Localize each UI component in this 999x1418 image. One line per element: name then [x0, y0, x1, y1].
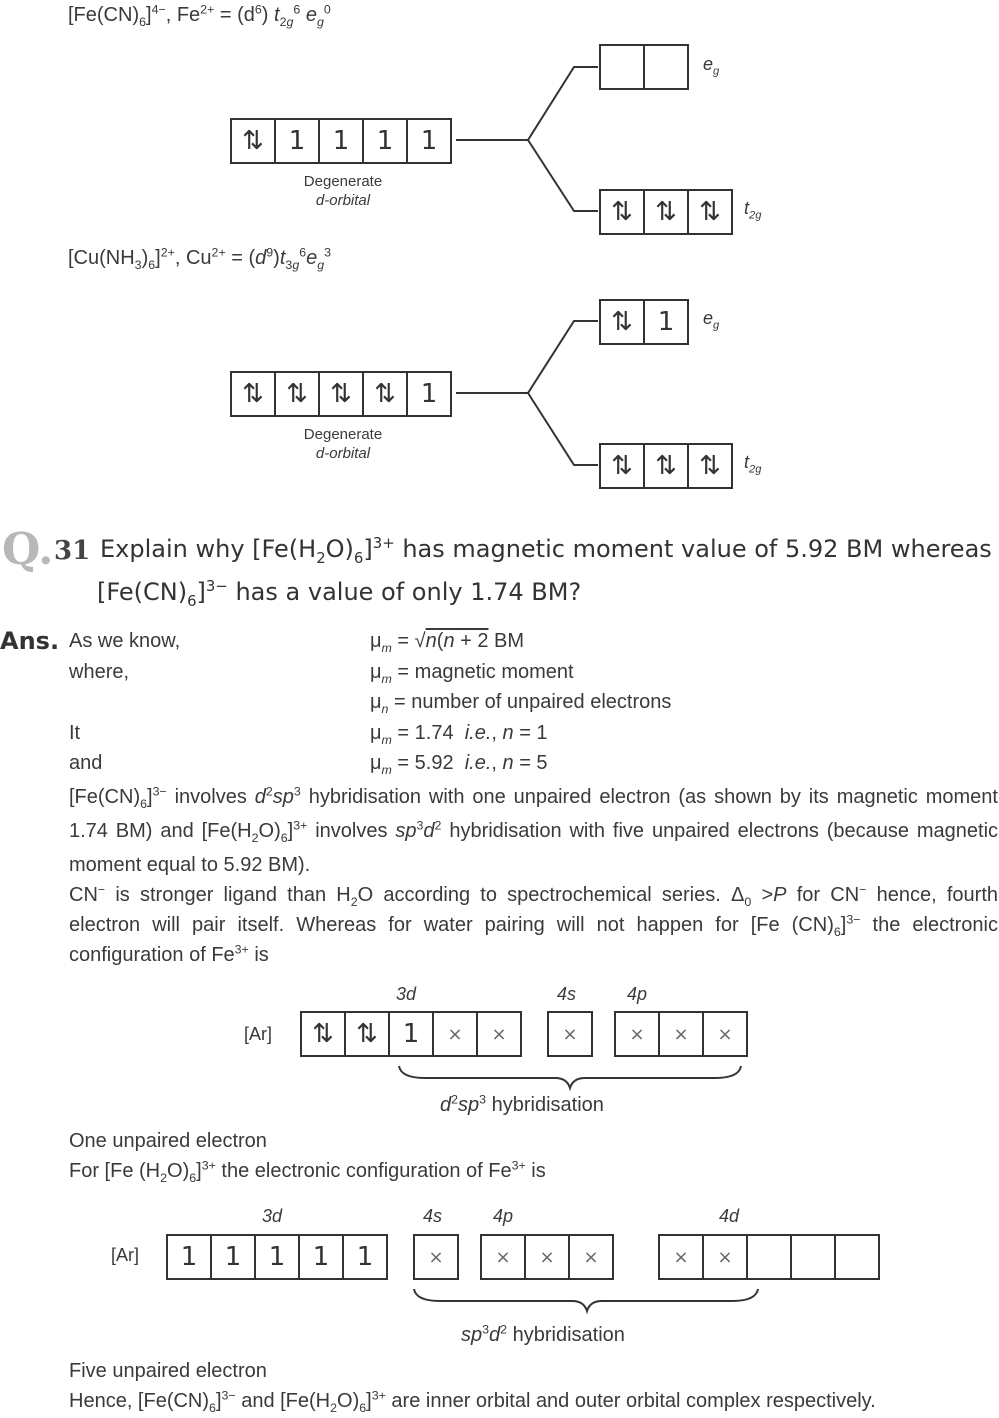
answer-row-formula: $\mu_m = 5.92$ i.e., n = 5 — [370, 752, 548, 777]
config1-3d-orbitals — [300, 1011, 522, 1057]
answer-row-formula: $\mu_n$ = number of unpaired electrons — [370, 691, 672, 716]
orbital-box: ⇅ — [344, 1011, 390, 1057]
orbital-box: × — [413, 1234, 459, 1280]
answer-paragraph-2: CN− is stronger ligand than $H_2O$ according to spectrochemical series. $\Delta_0 >P$ for CN− hence, fourth electron will pair itself. Whereas for water pairing will not happen for [Fe $(CN)_6]^{3-}$ the electronic configuration of $Fe^{3+}$ is — [69, 882, 999, 966]
orbital-box: ⇅ — [643, 189, 689, 235]
config1-4s-orbitals — [547, 1011, 593, 1057]
config2-3d-label: 3d — [262, 1206, 283, 1226]
orbital-box: ⇅ — [274, 371, 320, 417]
orbital-box — [643, 44, 689, 90]
orbital-box: × — [432, 1011, 478, 1057]
config1-4s-label: 4s — [557, 984, 577, 1004]
config1-prefix: [Ar] — [244, 1024, 273, 1044]
orbital-box: × — [658, 1011, 704, 1057]
orbital-box: 1 — [318, 118, 364, 164]
orbital-box — [599, 44, 645, 90]
orbital-box: × — [547, 1011, 593, 1057]
question-mark: Q. — [2, 524, 54, 575]
answer-row-left: and — [69, 752, 103, 774]
answer-row-left: As we know, — [69, 630, 181, 652]
conclusion: Hence, $[Fe(CN)_6]^{3-}$ and $[Fe(H_2O)_6]^{3+}$ are inner orbital and outer orbital complex respectively. — [69, 1388, 876, 1415]
question-line-1: Explain why $[Fe(H_2O)_6]^{3+}$ has magnetic moment value of 5.92 BM whereas — [100, 534, 992, 567]
orbital-box: 1 — [406, 118, 452, 164]
diagram2-t2g-label: $t_{2g}$ — [744, 452, 762, 476]
orbital-box — [790, 1234, 836, 1280]
config2-brace-label: $sp^3d^2$ hybridisation — [461, 1322, 625, 1346]
orbital-box: 1 — [210, 1234, 256, 1280]
orbital-box: × — [480, 1234, 526, 1280]
diagram1-degenerate-label: Degenerate d-orbital — [303, 173, 383, 209]
config2-4p-label: 4p — [493, 1206, 514, 1226]
config2-3d-orbitals — [166, 1234, 388, 1280]
config2-brace — [410, 1285, 762, 1315]
orbital-box: ⇅ — [687, 189, 733, 235]
answer-label: Ans. — [0, 627, 60, 655]
diagram2-degenerate-orbitals — [230, 371, 452, 417]
orbital-box: 1 — [166, 1234, 212, 1280]
question-line-2: $[Fe(CN)_6]^{3-}$ has a value of only 1.74 BM? — [97, 577, 582, 610]
orbital-box: 1 — [342, 1234, 388, 1280]
orbital-box: 1 — [362, 118, 408, 164]
answer-row-formula: $\mu_m = √n(n + 2$ BM — [370, 630, 525, 655]
config2-4d-label: 4d — [719, 1206, 740, 1226]
diagram2-title: $[Cu(NH_3)_6]^{2+}$, $Cu^{2+} = (d^9)t_{3g}^6e_g^3$ — [68, 245, 332, 272]
orbital-box: ⇅ — [362, 371, 408, 417]
config2-4s-label: 4s — [423, 1206, 443, 1226]
orbital-box: ⇅ — [230, 118, 276, 164]
orbital-box: 1 — [406, 371, 452, 417]
orbital-box: × — [524, 1234, 570, 1280]
config1-summary: One unpaired electron — [69, 1130, 267, 1152]
answer-paragraph-1: $[Fe(CN)_6]^{3-}$ involves $d^2sp^3$ hybridisation with one unpaired electron (as shown by its magnetic moment 1.74 BM) and $[Fe(H_2O)_6]^{3+}$ involves $sp^3d^2$ hybridisation with five unpaired electrons (because magnetic moment equal to 5.92 BM). — [69, 784, 999, 876]
answer-row-left: It — [69, 721, 81, 744]
diagram1-eg-label: $e_g$ — [703, 54, 720, 78]
orbital-box: × — [658, 1234, 704, 1280]
config1-4p-orbitals — [614, 1011, 748, 1057]
diagram2-degenerate-label: Degenerate d-orbital — [303, 426, 383, 462]
config1-4p-label: 4p — [627, 984, 648, 1004]
orbital-box: ⇅ — [643, 443, 689, 489]
config2-4p-orbitals — [480, 1234, 614, 1280]
orbital-box: × — [614, 1011, 660, 1057]
config1-brace-label: $d^2sp^3$ hybridisation — [440, 1092, 604, 1116]
orbital-box: ⇅ — [599, 443, 645, 489]
config2-summary: Five unpaired electron — [69, 1360, 267, 1382]
orbital-box: ⇅ — [230, 371, 276, 417]
orbital-box: 1 — [643, 299, 689, 345]
diagram1-title: $[Fe(CN)_6]^{4-}$, $Fe^{2+} = (d^6)$ $t_{2g}^6$ $e_g^0$ — [68, 2, 331, 29]
diagram1-degenerate-orbitals — [230, 118, 452, 164]
diagram2-eg-label: $e_g$ — [703, 308, 720, 332]
config2-4d-orbitals — [658, 1234, 880, 1280]
diagram1-eg-orbitals — [599, 44, 689, 90]
orbital-box: ⇅ — [300, 1011, 346, 1057]
orbital-box: 1 — [274, 118, 320, 164]
orbital-box: × — [476, 1011, 522, 1057]
orbital-box: × — [702, 1011, 748, 1057]
question-number: 31 — [54, 536, 91, 566]
orbital-box: × — [702, 1234, 748, 1280]
answer-row-left: where, — [69, 660, 130, 683]
config1-brace — [395, 1062, 745, 1092]
orbital-box: ⇅ — [687, 443, 733, 489]
diagram2-eg-orbitals — [599, 299, 689, 345]
orbital-box: ⇅ — [599, 299, 645, 345]
orbital-box: ⇅ — [318, 371, 364, 417]
diagram2-t2g-orbitals — [599, 443, 733, 489]
config1-3d-label: 3d — [396, 984, 417, 1004]
answer-row-formula: $\mu_m$ = magnetic moment — [370, 660, 574, 686]
orbital-box — [746, 1234, 792, 1280]
orbital-box: 1 — [388, 1011, 434, 1057]
orbital-box: 1 — [254, 1234, 300, 1280]
orbital-box: ⇅ — [599, 189, 645, 235]
orbital-box — [834, 1234, 880, 1280]
diagram1-t2g-orbitals — [599, 189, 733, 235]
orbital-box: × — [568, 1234, 614, 1280]
answer-row-formula: $\mu_m = 1.74$ i.e., n = 1 — [370, 721, 548, 747]
config2-prefix: [Ar] — [111, 1245, 140, 1265]
orbital-box: 1 — [298, 1234, 344, 1280]
diagram1-t2g-label: $t_{2g}$ — [744, 198, 762, 222]
config2-intro: For [Fe $(H_2O)_6]^{3+}$ the electronic configuration of $Fe^{3+}$ is — [69, 1158, 546, 1185]
config2-4s-orbitals — [413, 1234, 459, 1280]
